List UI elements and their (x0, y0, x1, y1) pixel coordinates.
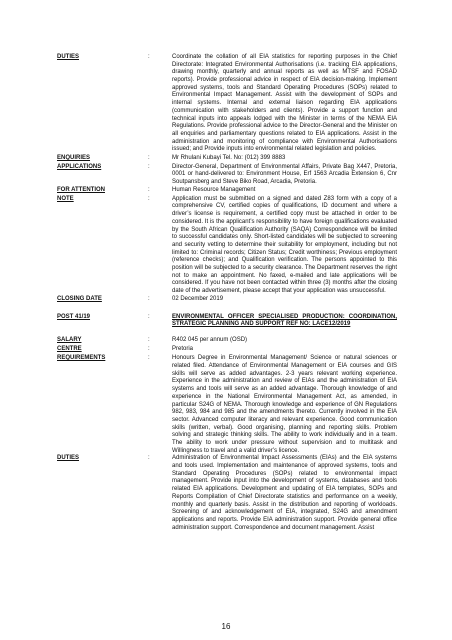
colon: : (148, 355, 150, 362)
colon: : (148, 163, 150, 170)
colon: : (148, 313, 150, 320)
section-label: SALARY (57, 337, 82, 344)
section-text: Application must be submitted on a signed and dated Z83 form with a copy of a comprehensive CV, certified copies of qualifications, ID document and where a driver’s license is requirement, a certified copy must be attached in order to be considered. It is the applicant’s responsibility to have foreign qualifications evaluated by the South African Qualification Authority (SAQA) Correspondence will be limited to successful candidates only. Short-listed candidates will be subjected to screening and security vetting to determine their suitability for employment, including but not limited to: Criminal records; Citizen Status; Credit worthiness; Previous employment (reference checks); and Qualification verification. The persons appointed to this position will be subjected to a security clearance. The Department reserves the right not to make an appointment. No faxed, e-mailed and late applications will be considered. If you have not been contacted within three (3) months after the closing date of the advertisement, please accept that your application was unsuccessful. (172, 195, 397, 295)
colon: : (148, 186, 150, 193)
section-text: Pretoria (172, 346, 194, 353)
section-label: DUTIES (57, 455, 80, 462)
colon: : (148, 54, 150, 60)
colon: : (148, 154, 150, 161)
section-label: APPLICATIONS (57, 163, 102, 170)
colon: : (148, 295, 150, 302)
section-label: CENTRE (57, 346, 82, 353)
section-text: Mr Rhulani Kubayi Tel. No: (012) 399 8883 (172, 154, 286, 161)
section-text: Coordinate the collation of all EIA statistics for reporting purposes in the Chief Directorate: Integrated Environmental Authorisations (i.e. tracking EIA applications, drawing monthly, quarterly and annual reports as well as MTSF and FOSAD reports). Provide professional advice in respect of EIA decision-making. Implement approved systems, tools and Standard Operating Procedures (SOPs) related to Environmental Impact Management. Assist with the development of SOPs and internal systems. Internal and external liaison regarding EIA applications (communication with stakeholders and clients). Provide a support function and technical inputs into appeals lodged with the Minister in terms of the NEMA EIA Regulations. Provide professional advice to the Director-General and the Minister on all enquiries and parliamentary questions related to EIA applications. Assist in the administration and monitoring of compliance with Environmental Authorisations issued; and Provide inputs into environmental related legislation and policies. (172, 54, 397, 153)
section-text: Human Resource Management (172, 186, 256, 193)
section-label: DUTIES (57, 54, 80, 60)
section-text: Director-General, Department of Environmental Affairs, Private Bag X447, Pretoria, 0001 or hand-delivered to: Environment House, Erf 1563 Arcadia Extension 6, Cnr Soutpansberg and Steve Biko Road, Arcadia, Pretoria. (172, 163, 397, 186)
colon: : (148, 195, 150, 202)
page-number: 16 (221, 622, 231, 631)
section-text: Honours Degree in Environmental Management/ Science or natural sciences or related filed. Attendance of Environmental Management or EIA courses and GIS skills will serve as added advantages. 2-3 years relevant working experience. Experience in the administration and review of EIAs and the administration of EIA systems and tools will serve as an added advantage. Thorough knowledge of and experience in the National Environmental Management Act, as amended, in particular S24G of NEMA. Thorough knowledge and experience of GN Regulations 982, 983, 984 and 985 and the amendments thereto. Currently involved in the EIA sector. Advanced computer literacy and relevant experience. Good communication skills (written, verbal). Good organising, planning and reporting skills. Problem solving and strategic thinking skills. The ability to work individually and in a team. The ability to work under pressure without supervision and to multitask and Willingness to travel and a valid driver’s licence. (172, 355, 397, 454)
colon: : (148, 346, 150, 353)
section-label: POST 41/19 (57, 313, 91, 320)
post-title: ENVIRONMENTAL OFFICER SPECIALISED PRODUCTION: COORDINATION, STRATEGIC PLANNING AND SUPPORT REF NO: LACE12/2019 (172, 313, 397, 328)
section-label: ENQUIRIES (57, 154, 91, 161)
section-label: NOTE (57, 195, 74, 202)
section-text: 02 December 2019 (172, 295, 224, 302)
section-label: CLOSING DATE (57, 295, 102, 302)
colon: : (148, 337, 150, 344)
colon: : (148, 455, 150, 462)
section-label: REQUIREMENTS (57, 355, 106, 362)
section-label: FOR ATTENTION (57, 186, 105, 193)
section-text: R402 045 per annum (OSD) (172, 337, 248, 344)
section-text: Administration of Environmental Impact Assessments (EIAs) and the EIA systems and tools used. Implementation and maintenance of approved systems, tools and Standard Operating Procedures (SOPs) related to environmental impact management. Provide input into the development of systems, databases and tools related EIA applications. Development and updating of EIA templates, SOPs and Reports Compilation of Chief Directorate statistics and performance on a weekly, monthly and quarterly basis. Assist in the distribution and reporting of workloads. Screening of and acknowledgement of EIA, integrated, S24G and amendment applications and reports. Provide EIA administration support. Provide general office administration support. Correspondence and document management. Assist (172, 455, 397, 531)
